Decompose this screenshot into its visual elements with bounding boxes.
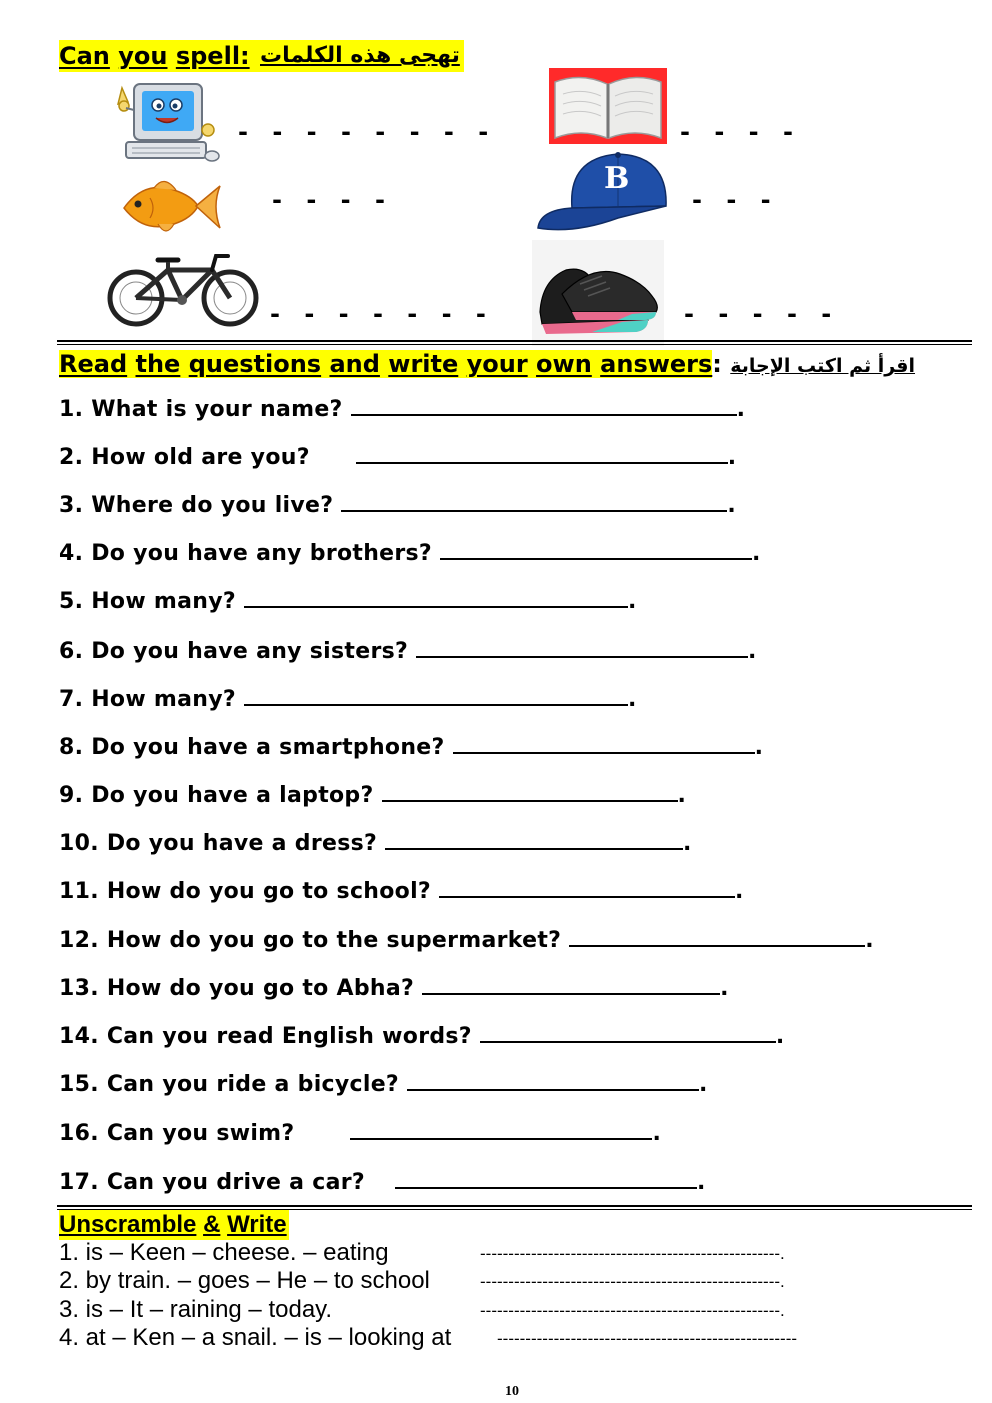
spell-title-arabic: تهجى هذه الكلمات — [256, 40, 464, 72]
question-item: 1. What is your name? . — [59, 397, 746, 422]
question-item: 8. Do you have a smartphone? . — [59, 735, 764, 760]
spell-title — [59, 40, 258, 72]
answer-line[interactable] — [244, 588, 628, 608]
unscramble-title-amp: & — [203, 1211, 221, 1238]
spell-title-word: Can — [59, 42, 110, 70]
question-item: 2. How old are you? . — [59, 445, 737, 470]
answer-line[interactable] — [569, 927, 865, 947]
questions-title — [59, 348, 915, 382]
question-item: 3. Where do you live? . — [59, 493, 736, 518]
question-item: 10. Do you have a dress? . — [59, 831, 692, 856]
answer-line[interactable] — [244, 686, 628, 706]
spell-dashes-bicycle: - - - - - - - — [270, 300, 494, 328]
unscramble-item: 2. by train. – goes – He – to school — [59, 1267, 430, 1294]
section-divider — [57, 340, 972, 342]
question-item: 5. How many? . — [59, 589, 637, 614]
answer-line[interactable] — [480, 1023, 776, 1043]
question-item: 12. How do you go to the supermarket? . — [59, 928, 874, 953]
question-item: 11. How do you go to school? . — [59, 879, 744, 904]
cap-icon — [534, 148, 684, 236]
question-item: 4. Do you have any brothers? . — [59, 541, 761, 566]
computer-icon — [112, 80, 224, 170]
questions-title-word: Read — [59, 350, 128, 378]
bicycle-icon — [106, 248, 262, 328]
answer-line[interactable] — [356, 444, 728, 464]
answer-line[interactable] — [385, 830, 683, 850]
question-item: 14. Can you read English words? . — [59, 1024, 785, 1049]
section-divider — [57, 344, 972, 345]
answer-line[interactable] — [422, 975, 720, 995]
unscramble-title-word: Write — [227, 1211, 287, 1238]
shoes-icon — [532, 240, 664, 346]
answer-line[interactable] — [416, 638, 748, 658]
questions-title-word: questions — [188, 350, 322, 378]
page-number: 10 — [505, 1384, 519, 1399]
spell-title-word: you — [118, 42, 168, 70]
question-item: 6. Do you have any sisters? . — [59, 639, 757, 664]
questions-title-arabic: اقرأ ثم اكتب الإجابة — [730, 355, 916, 377]
fish-icon — [114, 172, 224, 242]
answer-line[interactable] — [440, 540, 752, 560]
section-divider — [57, 1205, 972, 1207]
unscramble-answer-line[interactable]: ----------------------------------------------------- — [497, 1329, 798, 1348]
question-item: 9. Do you have a laptop? . — [59, 783, 687, 808]
answer-line[interactable] — [350, 1120, 652, 1140]
questions-title-colon: : — [712, 350, 722, 378]
spell-dashes-shoes: - - - - - — [684, 300, 840, 328]
questions-title-word: answers — [600, 350, 713, 378]
answer-line[interactable] — [453, 734, 755, 754]
questions-title-word: your — [466, 350, 528, 378]
question-item: 13. How do you go to Abha? . — [59, 976, 729, 1001]
answer-line[interactable] — [407, 1071, 699, 1091]
answer-line[interactable] — [351, 396, 737, 416]
book-icon — [549, 68, 667, 144]
spell-dashes-computer: - - - - - - - - — [238, 118, 497, 146]
unscramble-item: 1. is – Keen – cheese. – eating — [59, 1239, 389, 1266]
question-item: 16. Can you swim? . — [59, 1121, 662, 1146]
answer-line[interactable] — [395, 1169, 697, 1189]
answer-line[interactable] — [439, 878, 735, 898]
questions-title-word: the — [135, 350, 181, 378]
spell-dashes-book: - - - - — [680, 118, 801, 146]
unscramble-title — [59, 1210, 289, 1240]
answer-line[interactable] — [341, 492, 727, 512]
spell-title-word: spell: — [175, 42, 250, 70]
unscramble-answer-line[interactable]: -----------------------------------------------------. — [480, 1244, 785, 1263]
question-item: 17. Can you drive a car? . — [59, 1170, 706, 1195]
questions-title-word: and — [329, 350, 380, 378]
questions-title-word: write — [388, 350, 459, 378]
question-item: 15. Can you ride a bicycle? . — [59, 1072, 708, 1097]
spell-dashes-cap: - - - — [692, 186, 779, 214]
svg-text:B: B — [604, 161, 630, 196]
unscramble-item: 3. is – It – raining – today. — [59, 1296, 333, 1323]
answer-line[interactable] — [382, 782, 678, 802]
question-item: 7. How many? . — [59, 687, 637, 712]
spell-dashes-fish: - - - - — [272, 186, 393, 214]
questions-title-word: own — [536, 350, 592, 378]
unscramble-item: 4. at – Ken – a snail. – is – looking at — [59, 1324, 452, 1351]
unscramble-answer-line[interactable]: -----------------------------------------------------. — [480, 1301, 785, 1320]
unscramble-answer-line[interactable]: -----------------------------------------------------. — [480, 1272, 785, 1291]
unscramble-title-word: Unscramble — [59, 1211, 197, 1238]
